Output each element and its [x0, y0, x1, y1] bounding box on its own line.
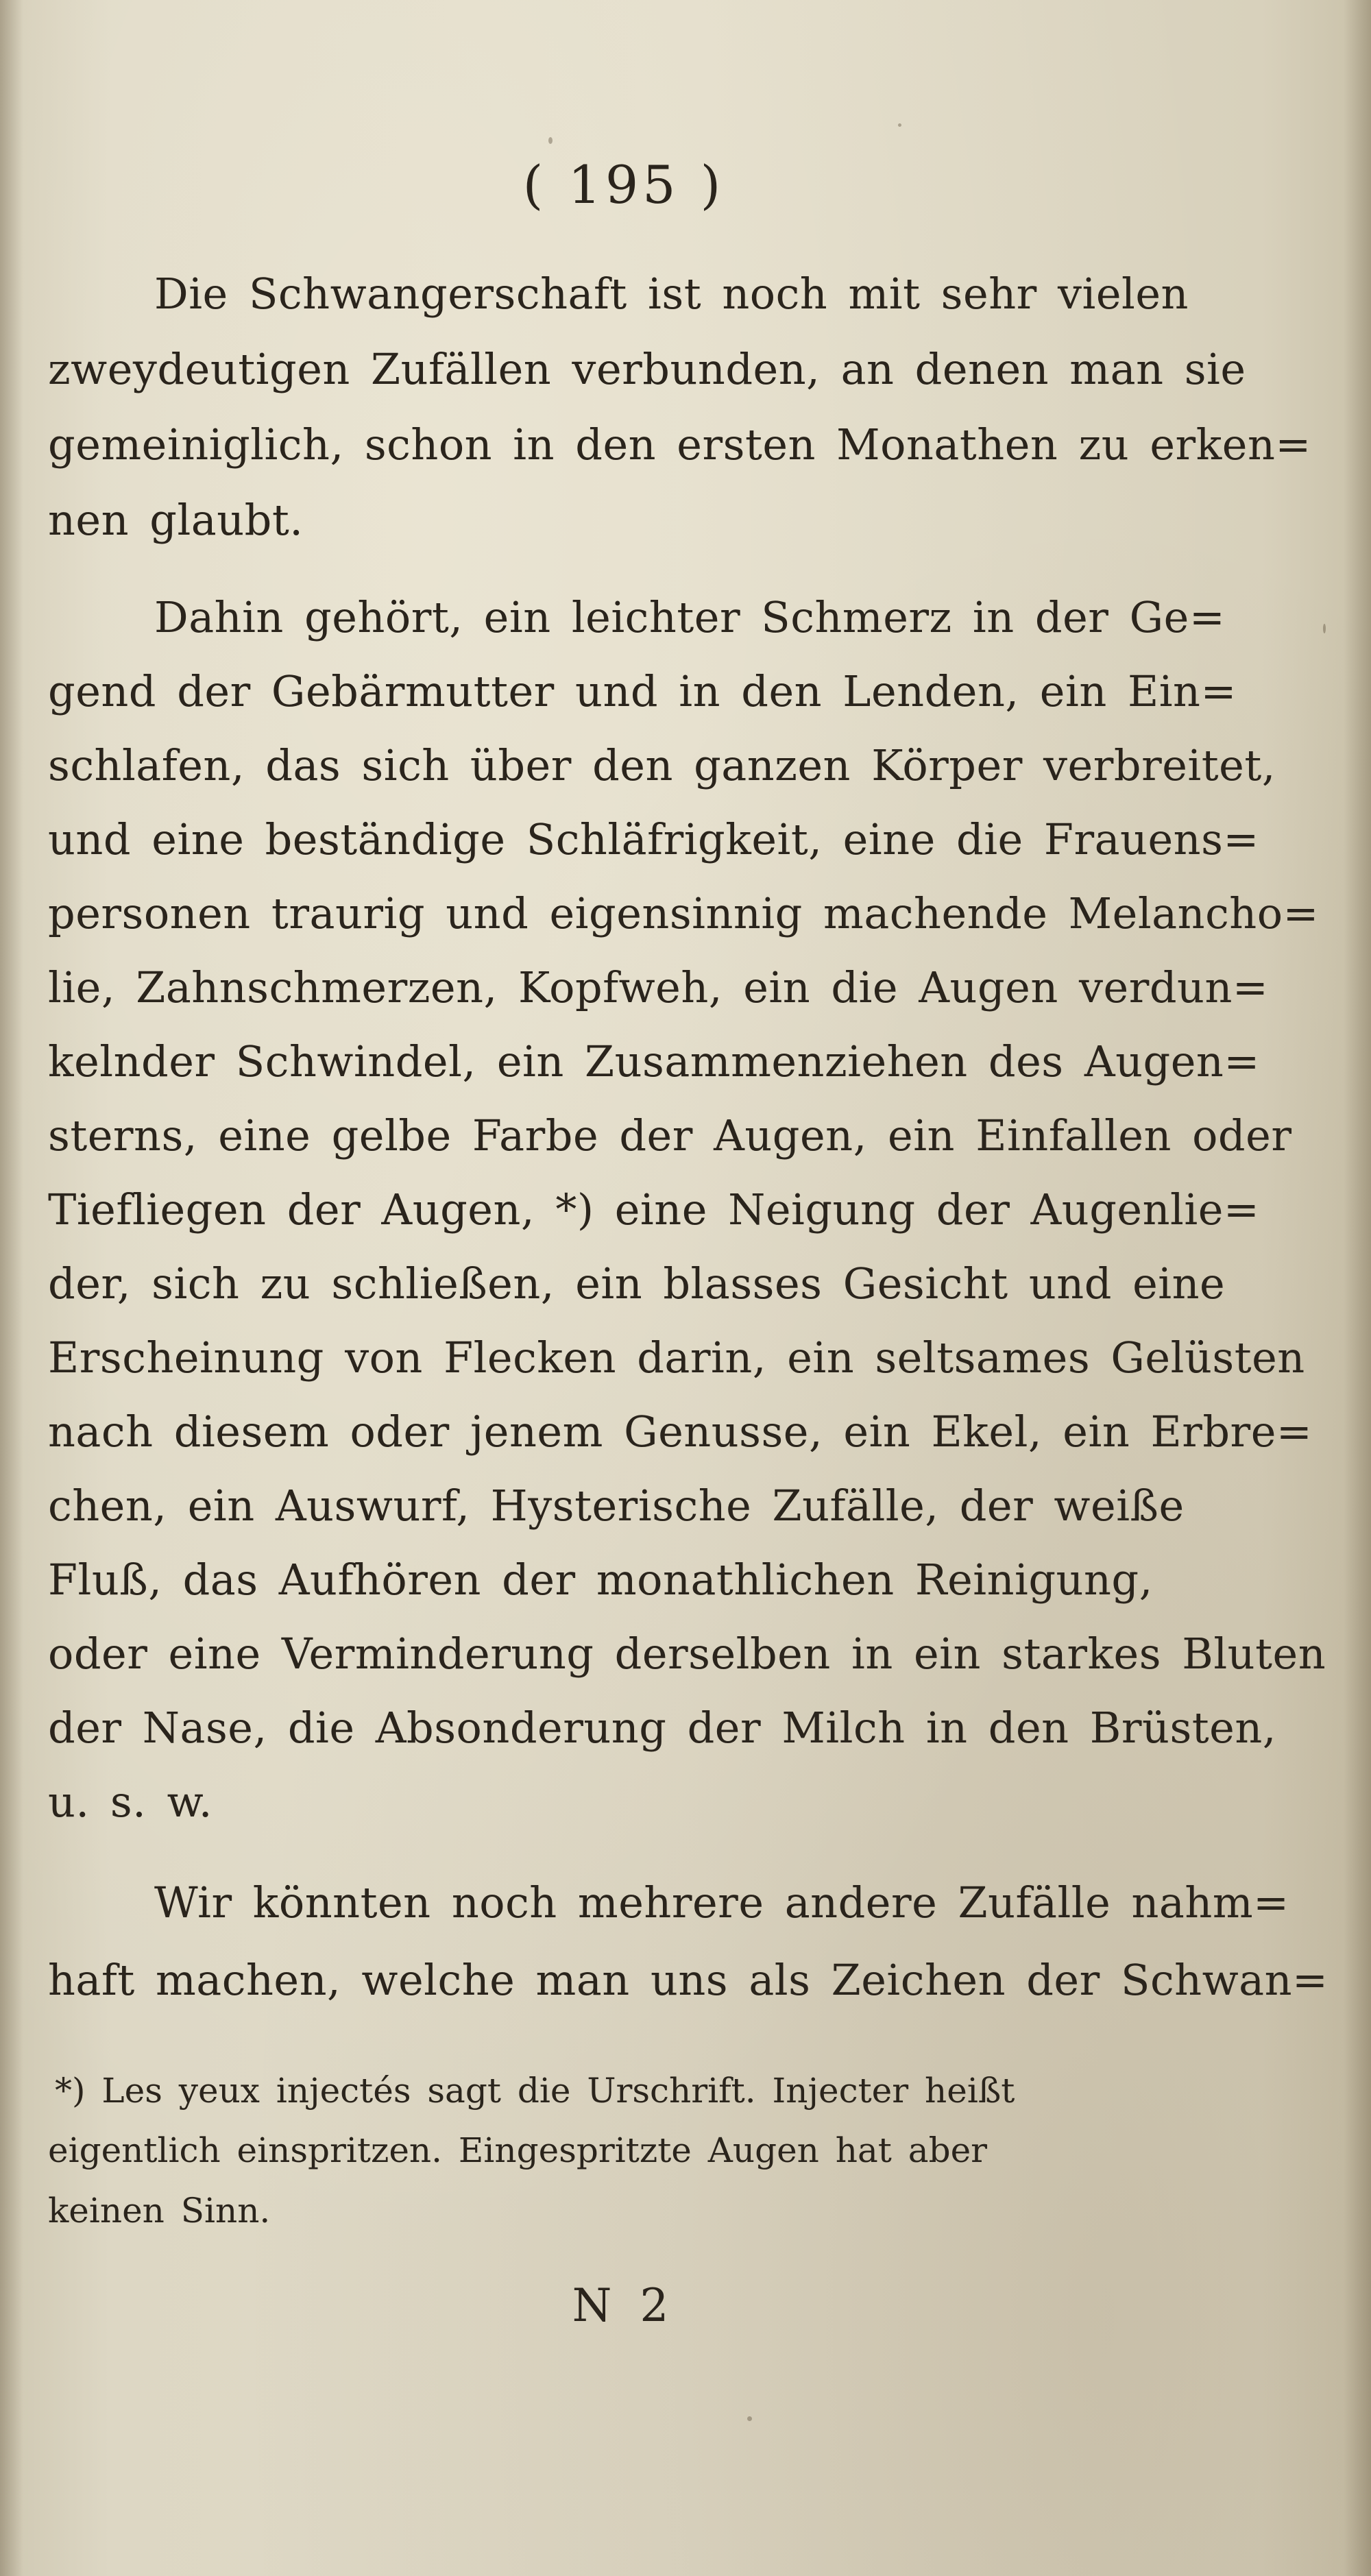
text-line: haft machen, welche man uns als Zeichen der Schwan=: [48, 1955, 1328, 2005]
text-line: gend der Gebärmutter und in den Lenden, ein Ein=: [48, 666, 1237, 716]
text-line: Die Schwangerschaft ist noch mit sehr vielen: [154, 269, 1189, 319]
page-edge-shadow-right: [1344, 0, 1371, 2576]
text-line: chen, ein Auswurf, Hysterische Zufälle, der weiße: [48, 1481, 1185, 1531]
text-line: zweydeutigen Zufällen verbunden, an denen man sie: [48, 344, 1246, 394]
text-line: nen glaubt.: [48, 495, 304, 545]
text-line: kelnder Schwindel, ein Zusammenziehen des Augen=: [48, 1036, 1260, 1086]
text-line: der Nase, die Absonderung der Milch in den Brüsten,: [48, 1703, 1277, 1753]
footnote-line: eigentlich einspritzen. Eingespritzte Augen hat aber: [48, 2130, 988, 2170]
text-line: Wir könnten noch mehrere andere Zufälle nahm=: [154, 1878, 1289, 1928]
text-line: oder eine Verminderung derselben in ein starkes Bluten: [48, 1629, 1326, 1679]
text-line: schlafen, das sich über den ganzen Körper verbreitet,: [48, 740, 1276, 790]
footnote-line: *) Les yeux injectés sagt die Urschrift. Injecter heißt: [55, 2071, 1015, 2111]
page-number: ( 195 ): [522, 154, 725, 215]
text-line: Tiefliegen der Augen, *) eine Neigung der Augenlie=: [48, 1184, 1260, 1235]
text-line: Erscheinung von Flecken darin, ein seltsames Gelüsten: [48, 1333, 1305, 1383]
text-line: und eine beständige Schläfrigkeit, eine die Frauens=: [48, 814, 1259, 864]
text-line: Fluß, das Aufhören der monathlichen Reinigung,: [48, 1555, 1153, 1605]
text-line: lie, Zahnschmerzen, Kopfweh, ein die Augen verdun=: [48, 962, 1269, 1012]
page-edge-shadow-left: [0, 0, 23, 2576]
paper-speck: [747, 2416, 752, 2421]
text-line: der, sich zu schließen, ein blasses Gesicht und eine: [48, 1259, 1226, 1309]
text-line: sterns, eine gelbe Farbe der Augen, ein Einfallen oder: [48, 1110, 1292, 1161]
paper-speck: [548, 137, 553, 144]
footnote-line: keinen Sinn.: [48, 2191, 271, 2231]
text-line: Dahin gehört, ein leichter Schmerz in der Ge=: [154, 592, 1226, 642]
text-line: nach diesem oder jenem Genusse, ein Ekel, ein Erbre=: [48, 1407, 1313, 1457]
text-line: gemeiniglich, schon in den ersten Monathen zu erken=: [48, 420, 1311, 470]
signature-mark: N 2: [572, 2279, 676, 2332]
paper-speck: [898, 123, 901, 127]
text-line: u. s. w.: [48, 1777, 213, 1827]
text-line: personen traurig und eigensinnig machende Melancho=: [48, 888, 1320, 938]
paper-speck: [1323, 624, 1326, 633]
